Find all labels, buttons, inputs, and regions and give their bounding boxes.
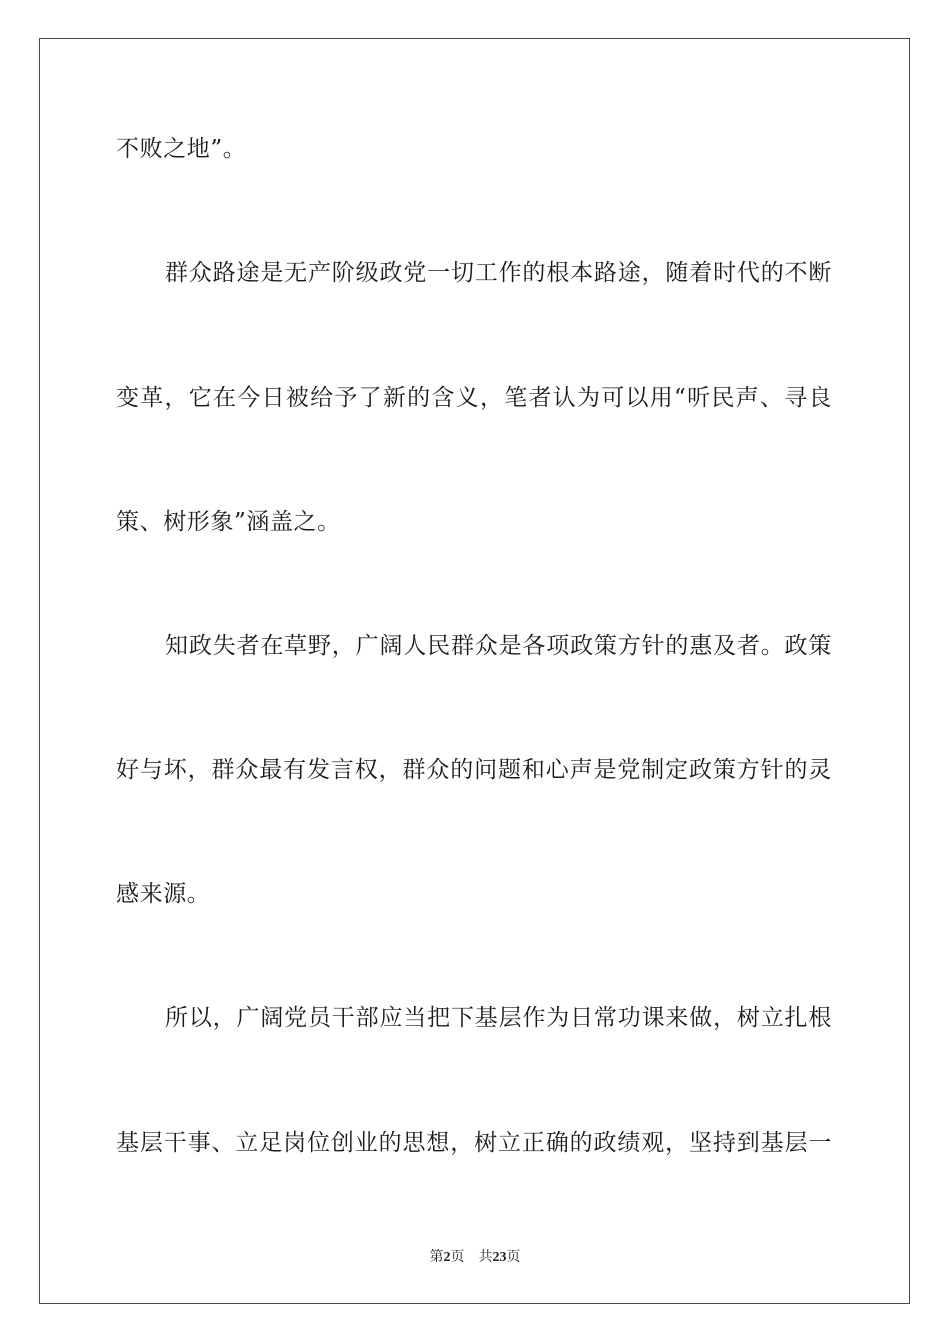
body-line-5: 知政失者在草野，广阔人民群众是各项政策方针的惠及者。政策 [165,633,832,659]
body-line-9: 基层干事、立足岗位创业的思想，树立正确的政绩观，坚持到基层一 [116,1130,832,1156]
footer-page-number: 2 [443,1250,451,1265]
body-line-6: 好与坏，群众最有发言权，群众的问题和心声是党制定政策方针的灵 [116,757,832,783]
page-footer [0,1248,950,1267]
body-line-3: 变革，它在今日被给予了新的含义，笔者认为可以用“听民声、寻良 [116,385,832,411]
footer-total-pages: 23 [492,1250,507,1265]
body-line-2: 群众路途是无产阶级政党一切工作的根本路途，随着时代的不断 [165,260,832,286]
body-line-1: 不败之地”。 [116,136,247,162]
body-line-4: 策、树形象”涵盖之。 [116,509,341,535]
footer-page-prefix: 第 [429,1250,444,1265]
footer-total-prefix: 共 [478,1250,493,1265]
footer-total-suffix: 页 [506,1250,521,1265]
body-line-8: 所以，广阔党员干部应当把下基层作为日常功课来做，树立扎根 [165,1005,832,1031]
footer-page-suffix: 页 [450,1250,465,1265]
page-border [39,38,910,1304]
body-line-7: 感来源。 [116,881,211,907]
